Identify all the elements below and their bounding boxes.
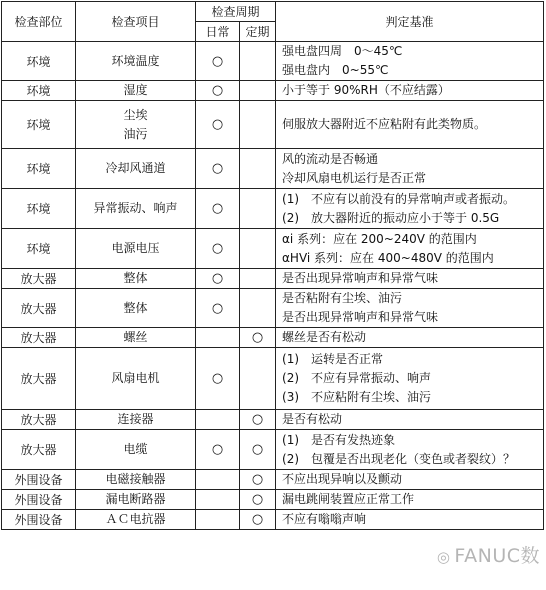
cell-item [76, 410, 196, 430]
cell-regular-mark: ○ [240, 490, 276, 510]
cell-item [76, 430, 196, 470]
cell-regular-mark [240, 269, 276, 289]
criteria-line: 伺服放大器附近不应粘附有此类物质。 [282, 117, 487, 131]
cell-daily-mark [196, 510, 240, 530]
cell-criteria [276, 510, 544, 530]
header-regular: 定期 [240, 22, 276, 42]
table-row [2, 430, 544, 470]
criteria-line: 不应出现异响以及颤动 [282, 472, 403, 486]
criteria-line: 螺丝是否有松动 [282, 330, 367, 344]
cell-criteria [276, 348, 544, 410]
item-line: 电缆 [123, 442, 148, 456]
cell-criteria [276, 42, 544, 81]
cell-part: 放大器 [2, 410, 76, 430]
cell-criteria [276, 101, 544, 149]
cell-daily-mark: ○ [196, 101, 240, 149]
cell-regular-mark: ○ [240, 470, 276, 490]
cell-regular-mark [240, 348, 276, 410]
cell-part: 环境 [2, 42, 76, 81]
table-row [2, 328, 544, 348]
header-part: 检查部位 [2, 2, 76, 42]
cell-regular-mark [240, 101, 276, 149]
cell-item [76, 510, 196, 530]
criteria-line: 强电盘内 0~55℃ [282, 63, 389, 77]
cell-part: 外围设备 [2, 470, 76, 490]
cell-criteria [276, 470, 544, 490]
item-line: 电磁接触器 [105, 472, 166, 486]
item-line: 油污 [123, 126, 148, 141]
cell-regular-mark [240, 289, 276, 328]
cell-regular-mark: ○ [240, 430, 276, 470]
item-line: 整体 [123, 300, 148, 315]
cell-daily-mark: ○ [196, 81, 240, 101]
cell-item [76, 101, 196, 149]
cell-item [76, 490, 196, 510]
cell-daily-mark: ○ [196, 229, 240, 269]
criteria-line: 强电盘四周 0～45℃ [282, 44, 403, 58]
cell-regular-mark: ○ [240, 410, 276, 430]
cell-part: 环境 [2, 81, 76, 101]
cell-item [76, 81, 196, 101]
table-row [2, 81, 544, 101]
criteria-line: (1) 不应有以前没有的异常响声或者振动。 [282, 191, 516, 206]
cell-criteria [276, 490, 544, 510]
criteria-line: 风的流动是否畅通 [282, 151, 379, 166]
criteria-line: αHVi 系列：应在 400~480V 的范围内 [282, 250, 494, 265]
item-line: 湿度 [123, 83, 148, 97]
cell-daily-mark: ○ [196, 269, 240, 289]
cell-daily-mark: ○ [196, 289, 240, 328]
cell-daily-mark: ○ [196, 189, 240, 229]
header-criteria: 判定基准 [276, 2, 544, 42]
table-row [2, 189, 544, 229]
item-line: 电源电压 [111, 241, 160, 255]
cell-part: 环境 [2, 149, 76, 189]
cell-part: 外围设备 [2, 490, 76, 510]
criteria-line: (1) 运转是否正常 [282, 352, 384, 366]
criteria-line: (2) 放大器附近的振动应小于等于 0.5G [282, 210, 500, 225]
table-row [2, 149, 544, 189]
cell-criteria [276, 189, 544, 229]
cell-regular-mark: ○ [240, 510, 276, 530]
cell-item [76, 42, 196, 81]
cell-criteria [276, 81, 544, 101]
cell-part: 放大器 [2, 328, 76, 348]
criteria-line: 漏电跳闸装置应正常工作 [282, 492, 415, 506]
inspection-table [1, 1, 544, 530]
cell-regular-mark [240, 189, 276, 229]
header-period: 检查周期 [196, 2, 276, 22]
item-line: 冷却风通道 [105, 161, 166, 175]
cell-daily-mark [196, 328, 240, 348]
criteria-line: 是否粘附有尘埃、油污 [282, 291, 403, 305]
criteria-line: 不应有嗡嗡声响 [282, 512, 367, 526]
cell-part: 放大器 [2, 269, 76, 289]
table-row [2, 348, 544, 410]
table-row [2, 229, 544, 269]
item-line: 尘埃 [123, 107, 148, 122]
cell-regular-mark [240, 42, 276, 81]
criteria-line: 是否有松动 [282, 412, 343, 426]
watermark-text: FANUC数 [454, 545, 540, 567]
table-row [2, 269, 544, 289]
table-header [2, 2, 544, 42]
cell-part: 环境 [2, 189, 76, 229]
cell-item [76, 289, 196, 328]
table-row [2, 101, 544, 149]
cell-criteria [276, 229, 544, 269]
criteria-line: 是否出现异常响声和异常气味 [282, 310, 439, 324]
item-line: 风扇电机 [111, 371, 160, 385]
cell-part: 放大器 [2, 348, 76, 410]
cell-daily-mark [196, 490, 240, 510]
watermark [437, 541, 540, 568]
cell-regular-mark [240, 81, 276, 101]
cell-item [76, 470, 196, 490]
cell-criteria [276, 289, 544, 328]
cell-daily-mark: ○ [196, 430, 240, 470]
cell-criteria [276, 328, 544, 348]
item-line: 环境温度 [111, 53, 160, 68]
criteria-line: 是否出现异常响声和异常气味 [282, 271, 439, 285]
cell-item [76, 269, 196, 289]
criteria-line: 小于等于 90%RH（不应结露） [282, 83, 450, 97]
cell-part: 环境 [2, 229, 76, 269]
item-line: ＡＣ电抗器 [105, 512, 166, 526]
cell-part: 放大器 [2, 430, 76, 470]
cell-regular-mark: ○ [240, 328, 276, 348]
wechat-icon: ◎ [436, 548, 451, 566]
criteria-line: αi 系列：应在 200~240V 的范围内 [282, 231, 477, 246]
cell-daily-mark: ○ [196, 149, 240, 189]
table-row [2, 289, 544, 328]
criteria-line: (3) 不应粘附有尘埃、油污 [282, 390, 432, 404]
cell-criteria [276, 430, 544, 470]
criteria-line: (2) 包覆是否出现老化（变色或者裂纹）？ [282, 451, 516, 466]
cell-item [76, 348, 196, 410]
cell-daily-mark: ○ [196, 42, 240, 81]
cell-item [76, 229, 196, 269]
table-row [2, 510, 544, 530]
table-row [2, 410, 544, 430]
criteria-line: 冷却风扇电机运行是否正常 [282, 170, 427, 185]
cell-daily-mark: ○ [196, 348, 240, 410]
cell-regular-mark [240, 149, 276, 189]
item-line: 连接器 [117, 412, 154, 426]
criteria-line: (2) 不应有异常振动、响声 [282, 371, 432, 385]
item-line: 螺丝 [123, 330, 148, 344]
cell-part: 外围设备 [2, 510, 76, 530]
item-line: 漏电断路器 [105, 492, 166, 506]
cell-part: 环境 [2, 101, 76, 149]
cell-regular-mark [240, 229, 276, 269]
table-row [2, 42, 544, 81]
table-row [2, 470, 544, 490]
cell-item [76, 149, 196, 189]
cell-criteria [276, 149, 544, 189]
header-item: 检查项目 [76, 2, 196, 42]
cell-part: 放大器 [2, 289, 76, 328]
cell-daily-mark [196, 410, 240, 430]
item-line: 整体 [123, 271, 148, 285]
cell-criteria [276, 269, 544, 289]
item-line: 异常振动、响声 [93, 201, 178, 215]
criteria-line: (1) 是否有发热迹象 [282, 432, 396, 447]
cell-item [76, 328, 196, 348]
table-row [2, 490, 544, 510]
cell-item [76, 189, 196, 229]
header-daily: 日常 [196, 22, 240, 42]
cell-daily-mark [196, 470, 240, 490]
cell-criteria [276, 410, 544, 430]
table-body [2, 42, 544, 530]
